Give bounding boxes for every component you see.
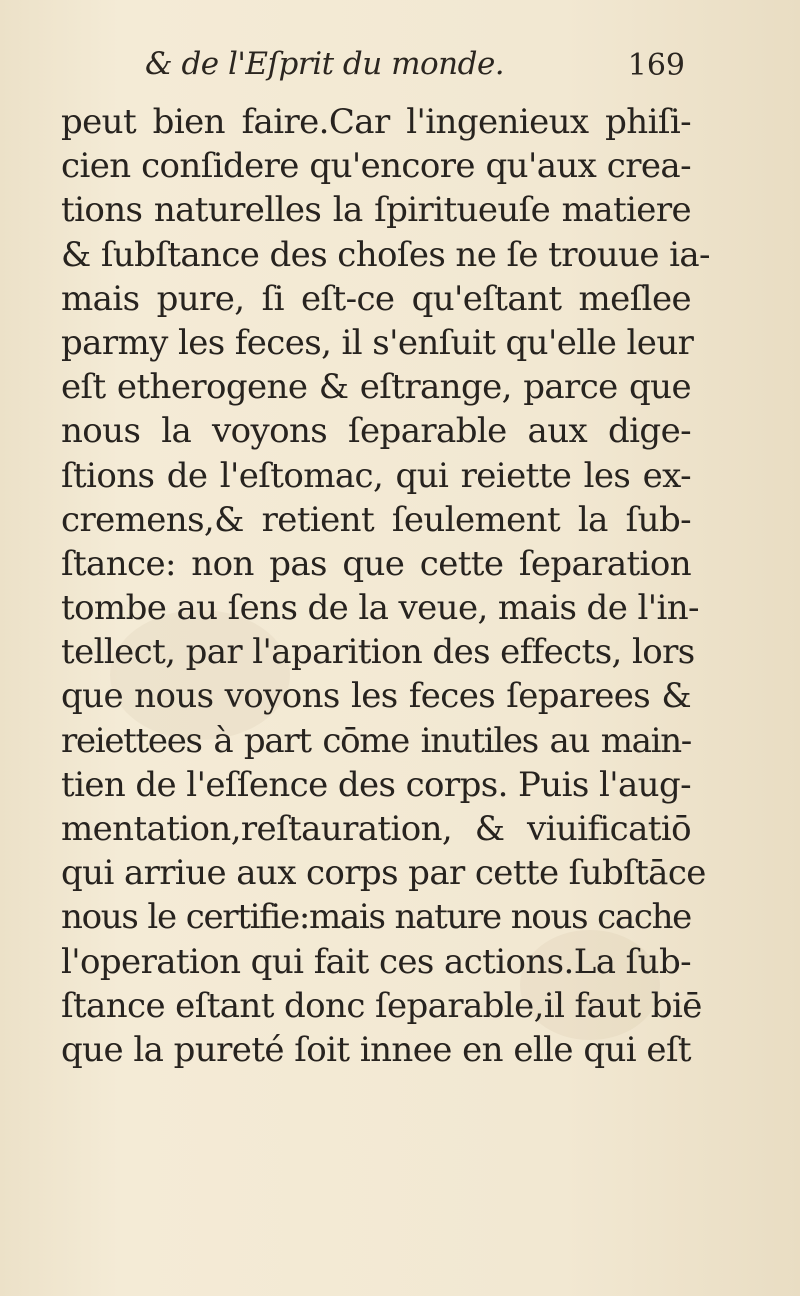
body-text: [61, 100, 710, 1072]
text-line: cien conſidere qu'encore qu'aux crea-: [61, 146, 691, 187]
text-line: ſtance eſtant donc ſeparable,il faut biē: [61, 985, 702, 1026]
text-line: nous le certifie:mais nature nous cache: [61, 897, 691, 938]
text-line: qui arriue aux corps par cette ſubſtāce: [61, 853, 706, 894]
page-number: 169: [627, 48, 685, 83]
text-line: que nous voyons les feces ſeparees &: [61, 676, 691, 717]
text-line: ſtance: non pas que cette ſeparation: [61, 543, 691, 584]
running-title: & de l'Eſprit du monde.: [145, 46, 505, 82]
text-line: & ſubſtance des choſes ne ſe trouue ia-: [61, 234, 710, 275]
text-line: tellect, par l'aparition des effects, lors: [61, 632, 695, 673]
running-head: [145, 42, 685, 92]
text-line: tien de l'eſſence des corps. Puis l'aug-: [61, 764, 691, 805]
text-line: reiettees à part cōme inutiles au main-: [61, 720, 691, 761]
text-line: mentation,reſtauration, & viuificatiō: [61, 809, 691, 849]
text-line: mais pure, ſi eſt-ce qu'eſtant meſlee: [61, 278, 691, 319]
text-line: tombe au ſens de la veue, mais de l'in-: [61, 588, 699, 629]
text-line: ſtions de l'eſtomac, qui reiette les ex-: [61, 455, 691, 496]
text-line: parmy les feces, il s'enſuit qu'elle leur: [61, 322, 694, 363]
text-line: tions naturelles la ſpiritueuſe matiere: [61, 190, 691, 231]
text-line: cremens,& retient ſeulement la ſub-: [61, 499, 691, 540]
text-line: peut bien faire.Car l'ingenieux phiſi-: [61, 102, 691, 142]
text-line: que la pureté ſoit innee en elle qui eſt: [61, 1029, 691, 1070]
text-line: nous la voyons ſeparable aux dige-: [61, 411, 691, 452]
text-line: l'operation qui fait ces actions.La ſub-: [61, 941, 691, 982]
text-line: eſt etherogene & eſtrange, parce que: [61, 367, 691, 408]
